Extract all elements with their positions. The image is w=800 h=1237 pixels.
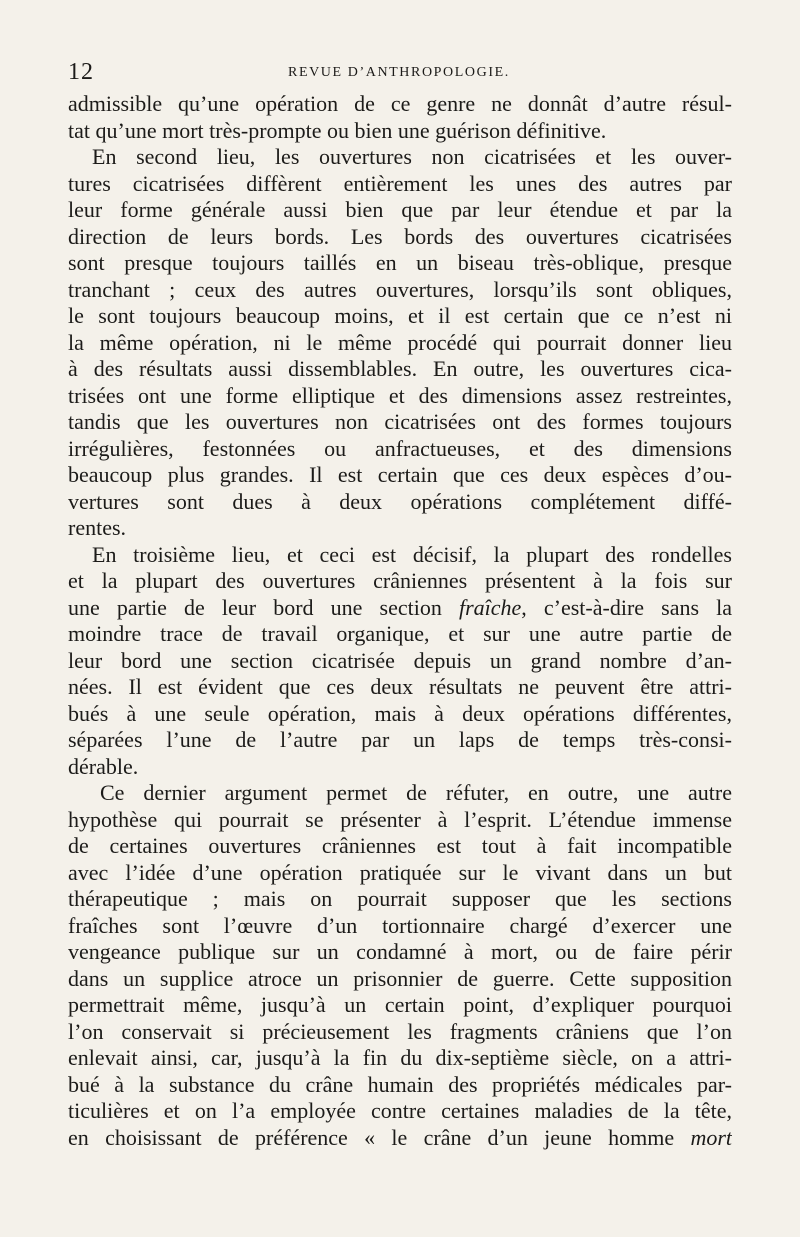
- text-line: beaucoup plus grandes. Il est certain que ces deux espèces d’ou-: [68, 462, 732, 487]
- running-head: REVUE D’ANTHROPOLOGIE.: [288, 65, 510, 80]
- text-line: l’on conservait si précieusement les fragments crâniens que l’on: [68, 1018, 732, 1044]
- text-line: thérapeutique ; mais on pourrait supposer que les sections: [68, 886, 732, 911]
- text-line: bué à la substance du crâne humain des propriétés médicales par-: [68, 1071, 732, 1097]
- text-line: En troisième lieu, et ceci est décisif, la plupart des rondelles: [92, 541, 732, 567]
- text-line: tat qu’une mort très-prompte ou bien une guérison définitive.: [68, 117, 607, 143]
- text-line: vertures sont dues à deux opérations complétement diffé-: [68, 488, 732, 514]
- text-line: et la plupart des ouvertures crâniennes présentent à la fois sur: [68, 568, 732, 593]
- text-line: séparées l’une de l’autre par un laps de temps très-consi-: [68, 727, 732, 752]
- text-line: fraîches sont l’œuvre d’un tortionnaire chargé d’exercer une: [68, 912, 732, 938]
- text-run: une partie de leur bord une section: [68, 594, 459, 620]
- italic-word-fraiche: fraîche: [458, 594, 522, 620]
- page-number: 12: [68, 59, 94, 85]
- text-line: la même opération, ni le même procédé qui pourrait donner lieu: [68, 329, 732, 355]
- text-line: tranchant ; ceux des autres ouvertures, lorsqu’ils sont obliques,: [68, 276, 732, 302]
- text-run: en choisissant de préférence « le crâne d’un jeune homme: [68, 1124, 691, 1150]
- body-text: [68, 91, 732, 1151]
- text-line: enlevait ainsi, car, jusqu’à la fin du dix-septième siècle, on a attri-: [68, 1045, 732, 1070]
- text-line: trisées ont une forme elliptique et des dimensions assez restreintes,: [68, 382, 732, 408]
- text-line: tandis que les ouvertures non cicatrisées ont des formes toujours: [68, 409, 732, 434]
- text-line: Ce dernier argument permet de réfuter, en outre, une autre: [100, 780, 732, 805]
- text-line: En second lieu, les ouvertures non cicatrisées et les ouver-: [92, 144, 732, 169]
- text-line: à des résultats aussi dissemblables. En outre, les ouvertures cica-: [68, 356, 732, 381]
- text-run: , c’est-à-dire sans la: [521, 594, 732, 620]
- text-line: rentes.: [68, 515, 127, 540]
- page-header: [68, 58, 732, 88]
- text-line: de certaines ouvertures crâniennes est tout à fait incompatible: [68, 833, 732, 858]
- text-line: dérable.: [68, 753, 139, 779]
- text-line: vengeance publique sur un condamné à mort, ou de faire périr: [68, 939, 732, 964]
- text-line: [68, 1125, 732, 1152]
- text-line: sont presque toujours taillés en un biseau très-oblique, presque: [68, 250, 732, 275]
- text-line: moindre trace de travail organique, et sur une autre partie de: [68, 621, 732, 646]
- text-line: permettrait même, jusqu’à un certain point, d’expliquer pourquoi: [68, 992, 732, 1017]
- text-line: leur forme générale aussi bien que par leur étendue et par la: [68, 197, 732, 222]
- text-line: avec l’idée d’une opération pratiquée sur le vivant dans un but: [68, 859, 732, 885]
- text-line: irrégulières, festonnées ou anfractueuses, et des dimensions: [68, 435, 732, 461]
- text-line: le sont toujours beaucoup moins, et il est certain que ce n’est ni: [68, 303, 732, 328]
- text-line: tures cicatrisées diffèrent entièrement les unes des autres par: [68, 170, 732, 196]
- text-line: leur bord une section cicatrisée depuis un grand nombre d’an-: [68, 647, 732, 673]
- text-line: direction de leurs bords. Les bords des ouvertures cicatrisées: [68, 223, 732, 249]
- text-line: ticulières et on l’a employée contre certaines maladies de la tête,: [68, 1098, 732, 1123]
- text-line: [68, 595, 732, 622]
- text-line: nées. Il est évident que ces deux résultats ne peuvent être attri-: [68, 674, 732, 699]
- text-line: dans un supplice atroce un prisonnier de guerre. Cette supposition: [68, 965, 732, 991]
- italic-word-mort: mort: [690, 1124, 732, 1150]
- text-line: bués à une seule opération, mais à deux opérations différentes,: [68, 700, 732, 726]
- text-line: admissible qu’une opération de ce genre ne donnât d’autre résul-: [68, 91, 732, 116]
- text-line: hypothèse qui pourrait se présenter à l’esprit. L’étendue immense: [68, 806, 732, 832]
